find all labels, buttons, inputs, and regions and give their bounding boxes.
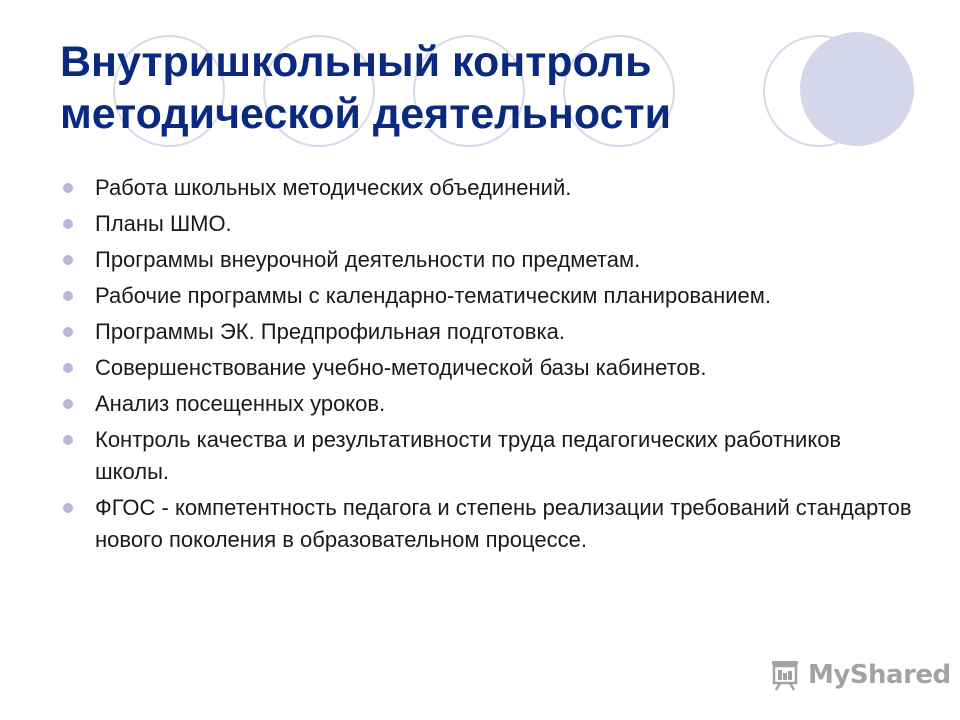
bullet-dot-icon [63, 327, 73, 337]
bullet-item [60, 208, 920, 240]
bullet-text: Планы ШМО. [95, 211, 232, 236]
watermark-text: MyShared [808, 660, 951, 690]
bullet-text: Контроль качества и результативности труда педагогических работников школы. [95, 427, 842, 484]
bullet-text: Программы внеурочной деятельности по предметам. [95, 247, 641, 272]
bullet-text: Совершенствование учебно-методической базы кабинетов. [95, 355, 707, 380]
bullet-text: Работа школьных методических объединений. [95, 175, 572, 200]
bullet-item [60, 316, 920, 348]
bullet-item [60, 492, 920, 556]
bullet-item [60, 244, 920, 276]
bullet-dot-icon [63, 399, 73, 409]
bullet-text: Рабочие программы с календарно-тематическим планированием. [95, 283, 772, 308]
bullet-item [60, 280, 920, 312]
slide-title [60, 36, 920, 140]
bullet-dot-icon [63, 435, 73, 445]
bullet-item [60, 352, 920, 384]
bullet-dot-icon [63, 291, 73, 301]
bullet-text: ФГОС - компетентность педагога и степень реализации требований стандартов нового поколения в образовательном процессе. [95, 495, 912, 552]
bullet-item [60, 172, 920, 204]
bullet-dot-icon [63, 503, 73, 513]
bullet-dot-icon [63, 219, 73, 229]
title-line-2: методической деятельности [60, 90, 672, 138]
bullet-dot-icon [63, 183, 73, 193]
projector-screen-icon [768, 658, 802, 692]
bullet-item [60, 424, 920, 488]
bullet-dot-icon [63, 363, 73, 373]
bullet-dot-icon [63, 255, 73, 265]
bullet-list [60, 172, 920, 560]
bullet-text: Анализ посещенных уроков. [95, 391, 386, 416]
title-line-1: Внутришкольный контроль [60, 38, 652, 86]
bullet-item [60, 388, 920, 420]
bullet-text: Программы ЭК. Предпрофильная подготовка. [95, 319, 565, 344]
watermark-logo[interactable] [768, 655, 951, 695]
